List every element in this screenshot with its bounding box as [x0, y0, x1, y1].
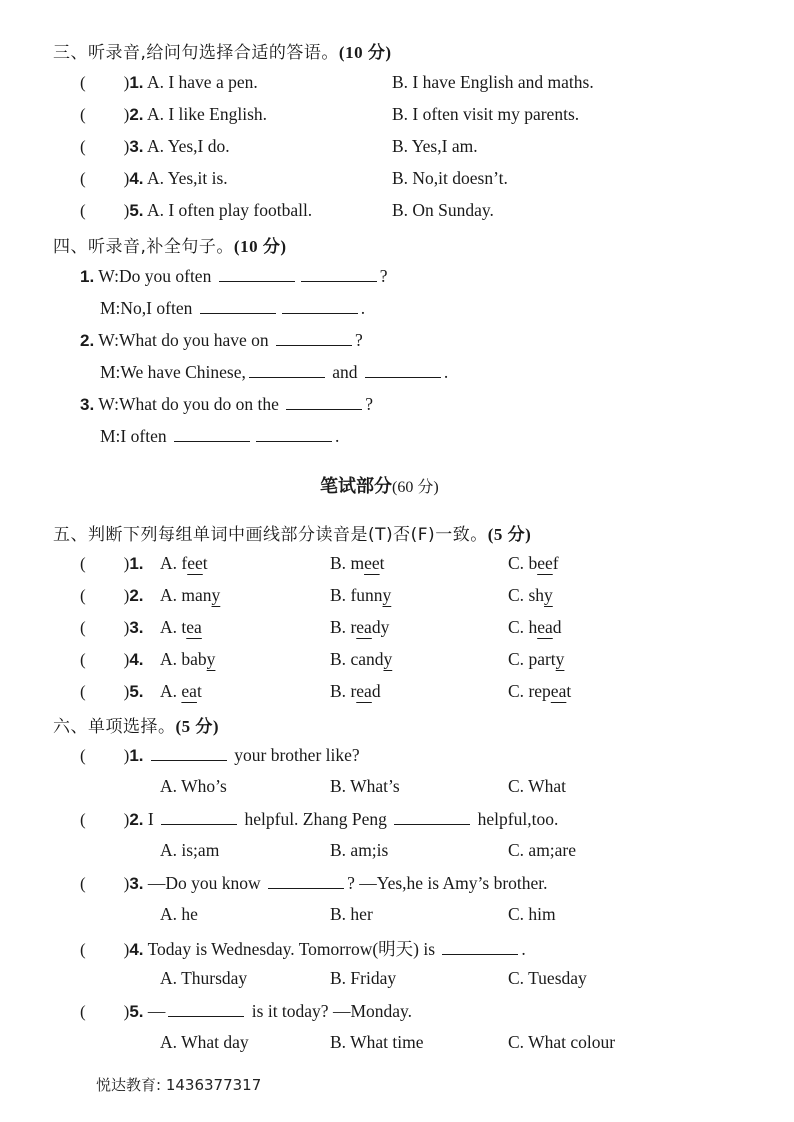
answer-bracket-open[interactable]: ( [80, 554, 86, 573]
section3-question-1 [80, 72, 258, 93]
section4-question-2-w [80, 329, 363, 351]
word-part: t [566, 681, 572, 701]
question-number: 1. [129, 554, 144, 573]
option-b: B. Friday [330, 968, 397, 988]
answer-bracket-open[interactable]: ( [80, 73, 86, 92]
word-part: dy [371, 617, 390, 637]
section6-question-4 [80, 936, 526, 961]
option-c [508, 585, 553, 606]
word-part: m [350, 553, 365, 573]
word-part: part [528, 649, 556, 669]
blank-field[interactable] [282, 297, 358, 314]
option-a: A. Yes,it is. [146, 168, 228, 188]
underlined-letters: y [382, 585, 392, 605]
blank-field[interactable] [151, 744, 227, 761]
blank-field[interactable] [200, 297, 276, 314]
section3-points: (10 分) [338, 43, 392, 62]
underlined-letters: y [206, 649, 216, 669]
section3-title: 三、听录音,给问句选择合适的答语。 [53, 43, 339, 63]
w-line-end: ? [355, 330, 363, 350]
section6-points: (5 分) [175, 717, 220, 736]
question-number: 3. [129, 137, 144, 156]
option-a: A. is;am [160, 840, 220, 860]
option-b [330, 553, 384, 574]
question-text: Today is Wednesday. Tomorrow(明天) is [147, 939, 436, 959]
blank-field[interactable] [394, 808, 470, 825]
written-part-points: (60 分) [392, 479, 439, 496]
underlined-letters: ea [356, 617, 372, 637]
question-text: — [147, 1001, 166, 1021]
option-label: B. [330, 585, 351, 605]
question-text: . [521, 939, 526, 959]
m-line-text: M:I often [100, 426, 167, 446]
question-number: 1. [80, 267, 95, 286]
option-c: C. What colour [508, 1032, 616, 1052]
option-a: A. I like English. [146, 104, 268, 124]
option-b [330, 617, 389, 638]
answer-bracket-open[interactable]: ( [80, 810, 86, 829]
option-b: B. What’s [330, 776, 400, 796]
section4-question-1-w [80, 265, 387, 287]
section4-question-3-m [100, 425, 339, 447]
option-a: A. Yes,I do. [146, 136, 230, 156]
word-part: funn [350, 585, 383, 605]
option-b [330, 681, 381, 702]
word-part: t [202, 553, 208, 573]
blank-field[interactable] [276, 329, 352, 346]
option-label: C. [508, 681, 529, 701]
option-a: A. I often play football. [146, 200, 313, 220]
option-b [330, 649, 392, 670]
m-line-end: . [360, 298, 366, 318]
section3-question-5 [80, 200, 312, 221]
option-label: C. [508, 553, 529, 573]
option-a [160, 649, 215, 670]
word-part: rep [528, 681, 551, 701]
underlined-letters: ea [550, 681, 567, 701]
question-number: 5. [129, 1002, 144, 1021]
word-part: b [528, 553, 538, 573]
underlined-letters: y [211, 585, 221, 605]
option-c [508, 681, 571, 702]
answer-bracket-close: ) [123, 810, 130, 829]
answer-bracket-close: ) [123, 554, 130, 573]
m-line-text: M:No,I often [100, 298, 193, 318]
underlined-letters: ee [537, 553, 553, 573]
word-part: f [552, 553, 559, 573]
m-line-end: . [443, 362, 449, 382]
option-b: B. What time [330, 1032, 424, 1052]
question-number: 5. [129, 682, 144, 701]
answer-bracket-open[interactable]: ( [80, 940, 86, 959]
option-label: A. [160, 585, 182, 605]
answer-bracket-open[interactable]: ( [80, 618, 86, 637]
option-a: A. I have a pen. [146, 72, 258, 92]
blank-field[interactable] [365, 361, 441, 378]
answer-bracket-open[interactable]: ( [80, 105, 86, 124]
blank-field[interactable] [249, 361, 325, 378]
question-text: is it today? —Monday. [251, 1001, 413, 1021]
section6-question-5 [80, 1000, 412, 1022]
underlined-letters: ea [537, 617, 553, 637]
answer-bracket-close: ) [123, 682, 130, 701]
answer-bracket-open[interactable]: ( [80, 682, 86, 701]
word-part: r [350, 617, 357, 637]
underlined-letters: ee [187, 553, 203, 573]
question-number: 4. [129, 169, 144, 188]
option-b: B. Yes,I am. [392, 136, 478, 156]
answer-bracket-close: ) [123, 746, 130, 765]
section6-question-2 [80, 808, 558, 830]
section4-title: 四、听录音,补全句子。 [53, 237, 234, 257]
option-b: B. her [330, 904, 373, 924]
answer-bracket-open[interactable]: ( [80, 137, 86, 156]
section4-question-1-m [100, 297, 365, 319]
question-text: I [147, 809, 154, 829]
section4-heading [53, 232, 286, 257]
word-part: h [528, 617, 538, 637]
question-number: 4. [129, 940, 144, 959]
answer-bracket-close: ) [123, 73, 130, 92]
word-part: r [350, 681, 357, 701]
question-number: 4. [129, 650, 144, 669]
section6-title: 六、单项选择。 [53, 717, 176, 737]
section5-question-5 [80, 681, 144, 702]
section5-heading [53, 520, 531, 545]
option-label: C. [508, 585, 529, 605]
blank-field[interactable] [268, 872, 344, 889]
w-line-text: W:What do you do on the [98, 394, 279, 414]
section4-question-3-w [80, 393, 373, 415]
section6-heading [53, 712, 219, 737]
underlined-letters: ee [364, 553, 380, 573]
option-a: A. Thursday [160, 968, 248, 988]
option-c: C. What [508, 776, 567, 796]
word-part: t [196, 681, 202, 701]
option-label: A. [160, 649, 182, 669]
option-b: B. On Sunday. [392, 200, 494, 220]
option-label: C. [508, 649, 529, 669]
option-label: C. [508, 617, 529, 637]
blank-field[interactable] [256, 425, 332, 442]
underlined-letters: ea [186, 617, 202, 637]
answer-bracket-close: ) [123, 169, 130, 188]
blank-field[interactable] [301, 265, 377, 282]
section5-question-1 [80, 553, 144, 574]
word-part: d [552, 617, 562, 637]
blank-field[interactable] [286, 393, 362, 410]
option-b: B. am;is [330, 840, 389, 860]
question-number: 3. [129, 618, 144, 637]
section5-question-4 [80, 649, 144, 670]
question-number: 1. [129, 73, 144, 92]
question-text: ? —Yes,he is Amy’s brother. [347, 873, 548, 893]
blank-field[interactable] [442, 938, 518, 955]
word-part: f [181, 553, 188, 573]
m-line-text: M:We have Chinese, [100, 362, 246, 382]
option-label: A. [160, 617, 182, 637]
question-text: helpful. Zhang Peng [244, 809, 387, 829]
word-part: d [371, 681, 381, 701]
option-a [160, 553, 208, 574]
word-part: t [379, 553, 385, 573]
option-b [330, 585, 391, 606]
section4-points: (10 分) [233, 237, 287, 256]
question-number: 1. [129, 746, 144, 765]
answer-bracket-open[interactable]: ( [80, 586, 86, 605]
section5-points: (5 分) [487, 525, 532, 544]
option-b: B. No,it doesn’t. [392, 168, 508, 188]
answer-bracket-close: ) [123, 586, 130, 605]
option-c: C. Tuesday [508, 968, 587, 988]
underlined-letters: y [555, 649, 565, 669]
answer-bracket-close: ) [123, 137, 130, 156]
option-label: B. [330, 553, 351, 573]
option-label: B. [330, 649, 351, 669]
option-label: A. [160, 553, 182, 573]
option-c [508, 553, 559, 574]
question-number: 2. [129, 586, 144, 605]
w-line-text: W:What do you have on [98, 330, 269, 350]
question-number: 2. [80, 331, 95, 350]
option-c: C. him [508, 904, 556, 924]
blank-field[interactable] [168, 1000, 244, 1017]
section3-question-4 [80, 168, 228, 189]
section3-heading [53, 38, 391, 63]
question-number: 5. [129, 201, 144, 220]
option-c [508, 649, 564, 670]
answer-bracket-close: ) [123, 201, 130, 220]
section6-question-1 [80, 744, 360, 766]
w-line-end: ? [379, 266, 388, 286]
section6-question-3 [80, 872, 548, 894]
section5-question-2 [80, 585, 144, 606]
word-part: man [181, 585, 212, 605]
answer-bracket-close: ) [123, 650, 130, 669]
option-b: B. I often visit my parents. [392, 104, 580, 124]
question-text: —Do you know [147, 873, 261, 893]
written-part-heading [320, 472, 439, 498]
answer-bracket-open[interactable]: ( [80, 169, 86, 188]
option-a [160, 681, 202, 702]
answer-bracket-close: ) [123, 618, 130, 637]
option-c [508, 617, 561, 638]
blank-field[interactable] [161, 808, 237, 825]
answer-bracket-open[interactable]: ( [80, 650, 86, 669]
answer-bracket-open[interactable]: ( [80, 201, 86, 220]
word-part: sh [528, 585, 544, 605]
underlined-letters: ea [181, 681, 197, 701]
option-label: A. [160, 681, 182, 701]
footer-contact: 悦达教育: 1436377317 [96, 1076, 262, 1094]
answer-bracket-close: ) [123, 1002, 130, 1021]
option-a: A. Who’s [160, 776, 227, 796]
question-number: 3. [129, 874, 144, 893]
answer-bracket-open[interactable]: ( [80, 746, 86, 765]
m-line-and: and [332, 362, 358, 382]
option-a [160, 585, 220, 606]
option-label: B. [330, 681, 351, 701]
word-part: cand [350, 649, 384, 669]
answer-bracket-open[interactable]: ( [80, 874, 86, 893]
word-part: bab [181, 649, 207, 669]
section3-question-2 [80, 104, 267, 125]
option-a [160, 617, 202, 638]
option-label: B. [330, 617, 351, 637]
option-a: A. What day [160, 1032, 249, 1052]
section5-title: 五、判断下列每组单词中画线部分读音是(T)否(F)一致。 [53, 525, 488, 545]
underlined-letters: y [544, 585, 553, 605]
question-number: 2. [129, 810, 144, 829]
question-text: helpful,too. [477, 809, 559, 829]
section4-question-2-m [100, 361, 448, 383]
section5-question-3 [80, 617, 144, 638]
answer-bracket-close: ) [123, 105, 130, 124]
answer-bracket-close: ) [123, 874, 130, 893]
written-part-title: 笔试部分 [320, 476, 392, 497]
m-line-end: . [334, 426, 340, 446]
word-part: t [181, 617, 187, 637]
w-line-end: ? [365, 394, 374, 414]
answer-bracket-open[interactable]: ( [80, 1002, 86, 1021]
question-number: 2. [129, 105, 144, 124]
option-c: C. am;are [508, 840, 577, 860]
question-text: your brother like? [234, 745, 360, 765]
w-line-text: W:Do you often [98, 266, 212, 286]
question-number: 3. [80, 395, 95, 414]
underlined-letters: y [383, 649, 393, 669]
option-b: B. I have English and maths. [392, 72, 594, 92]
underlined-letters: ea [356, 681, 372, 701]
option-a: A. he [160, 904, 198, 924]
section3-question-3 [80, 136, 230, 157]
blank-field[interactable] [174, 425, 250, 442]
blank-field[interactable] [219, 265, 295, 282]
answer-bracket-close: ) [123, 940, 130, 959]
